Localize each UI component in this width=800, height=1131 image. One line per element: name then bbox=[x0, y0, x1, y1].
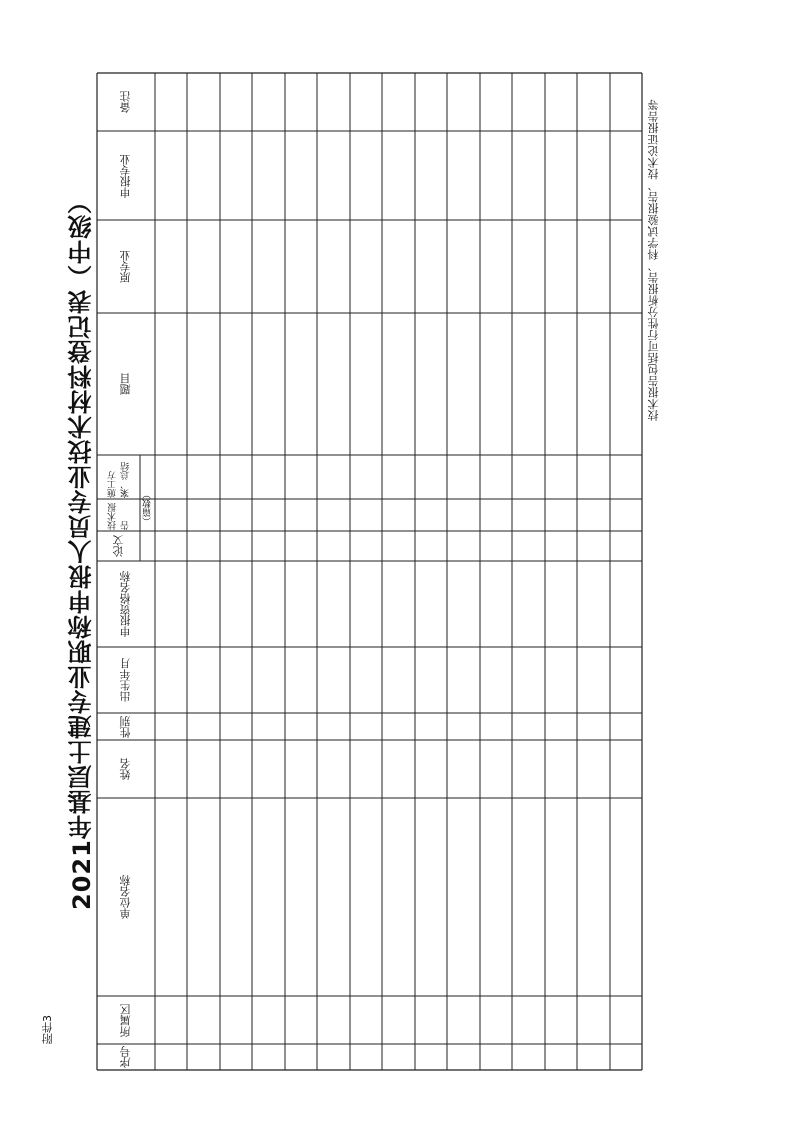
header-name: 姓名 bbox=[119, 758, 132, 780]
header-seq: 序号 bbox=[119, 1046, 132, 1068]
header-construction-plan: 施工方案、总结 bbox=[107, 462, 131, 498]
header-qualification: 申报资格名称 bbox=[119, 571, 132, 637]
header-count-note: （篇数） bbox=[143, 490, 153, 526]
header-tech-report: 技术报告 bbox=[107, 503, 131, 530]
footnote: 技术报告包括可行性分析报告、科学试验报告、技术论证报告等 bbox=[647, 99, 660, 421]
header-gender: 性别 bbox=[119, 715, 132, 738]
header-district: 所属区 bbox=[119, 1003, 132, 1037]
document-title: 2021年基层土建专业职称申报人员专业技术材料登记表（中级） bbox=[68, 189, 96, 910]
header-paper: 论文 bbox=[111, 535, 125, 557]
header-remarks: 备注 bbox=[119, 91, 132, 113]
header-birth: 出生年月 bbox=[119, 658, 132, 702]
header-declared-major: 申报专业 bbox=[119, 153, 132, 198]
header-unit: 单位名称 bbox=[119, 875, 132, 919]
header-topic: 题目 bbox=[119, 373, 132, 395]
header-original-major: 原专业 bbox=[119, 250, 132, 283]
attachment-label: 附件3 bbox=[41, 1015, 54, 1044]
